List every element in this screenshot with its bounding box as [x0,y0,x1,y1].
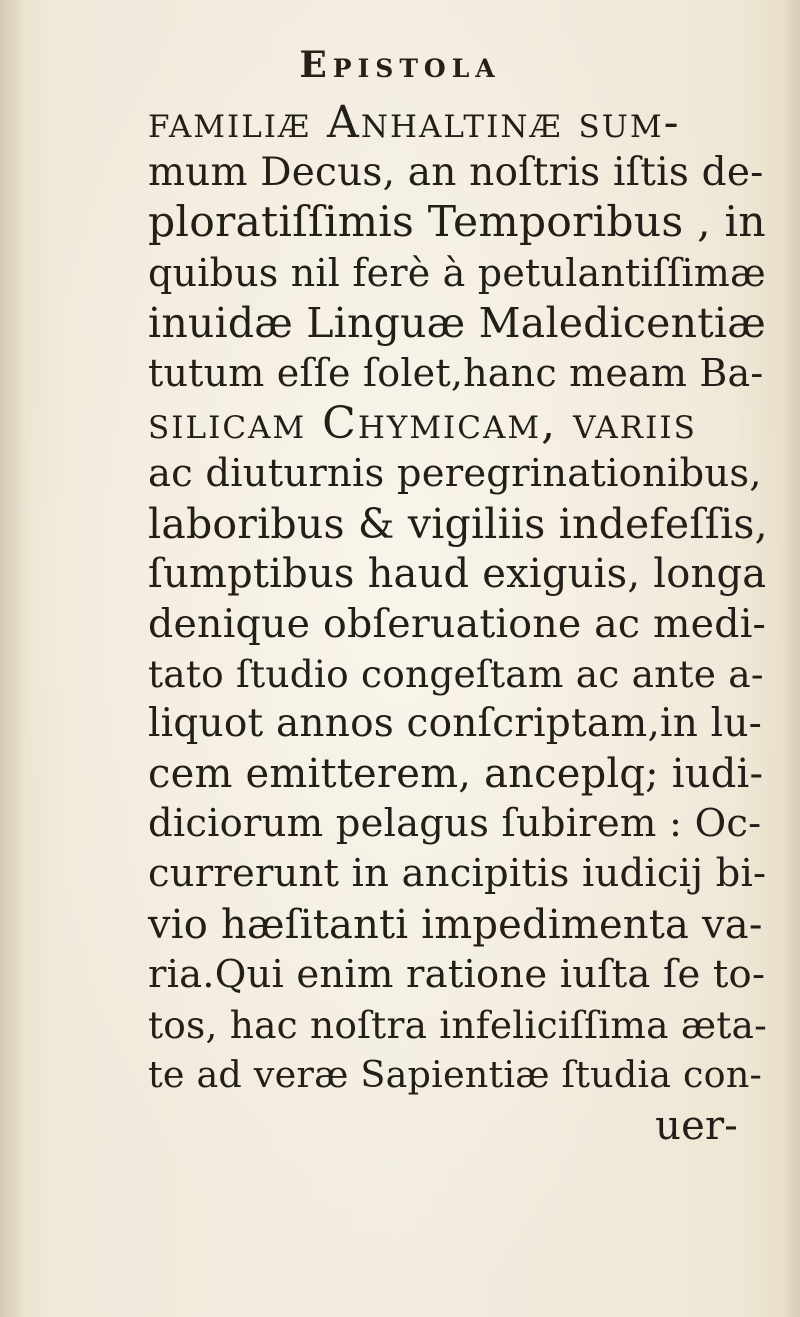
text-line: vio hæſitanti impedimenta va- [148,901,763,948]
text-line: currerunt in ancipitis iudicij bi- [148,851,767,897]
text-line: quibus nil ferè à petulantiſſimæ [148,251,766,296]
text-line: denique obſeruatione ac medi- [148,600,767,647]
text-line: inuidæ Linguæ Maledicentiæ [148,299,766,348]
text-block [148,98,768,1150]
text-line: liquot annos conſcriptam,in lu- [148,701,763,747]
text-line: cem emitterem, anceplq; iudi- [148,751,764,798]
text-line: tato ſtudio congeſtam ac ante a- [148,652,764,697]
text-line: familiæ Anhaltinæ ſum- [148,97,681,148]
text-line: tos, hac noſtra infeliciſſima æta- [148,1002,767,1047]
binding-shadow [0,0,26,1317]
running-header: Epistola [299,44,501,86]
text-line: ria.Qui enim ratione iuſta ſe to- [148,951,766,997]
text-line: mum Decus, an noſtris iſtis de- [148,150,764,196]
text-line: ſumptibus haud exiguis, longa [148,550,767,597]
catchword-line [148,1100,768,1150]
text-line: ploratiſſimis Temporibus , in [148,198,766,248]
page-edge [782,0,800,1317]
text-line: ac diuturnis peregrinationibus, [148,450,762,496]
text-line: te ad veræ Sapientiæ ſtudia con- [148,1052,763,1096]
text-line: silicam Chymicam, variis [148,397,697,449]
catchword: uer- [655,1102,738,1149]
text-line: diciorum pelagus ſubirem : Oc- [148,801,762,847]
text-line: tutum eſſe ſolet,hanc meam Ba- [148,351,764,396]
text-line: laboribus & vigiliis indefeſſis, [148,499,768,548]
